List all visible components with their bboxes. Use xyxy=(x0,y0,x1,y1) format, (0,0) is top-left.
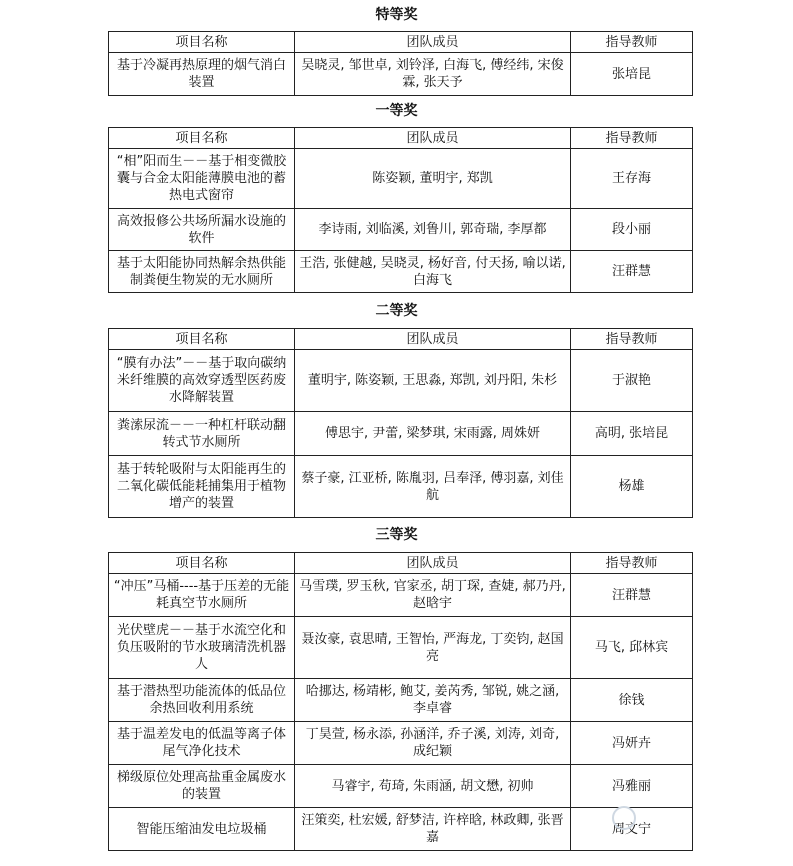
section-title-third: 三等奖 xyxy=(375,527,418,543)
advisor-cell: 汪群慧 xyxy=(571,251,693,293)
header-project: 项目名称 xyxy=(109,329,295,350)
award-table-first xyxy=(108,127,693,293)
table-row xyxy=(109,53,693,96)
table-row xyxy=(109,251,693,293)
members-cell: 马睿宇, 苟琦, 朱雨涵, 胡文懋, 初帅 xyxy=(295,765,571,808)
project-cell: 粪溹尿流－－一种杠杆联动翻转式节水厕所 xyxy=(109,412,295,456)
members-cell: 汪策奕, 杜宏媛, 舒梦洁, 许梓晗, 林政卿, 张晋嘉 xyxy=(295,808,571,851)
members-cell: 陈姿颖, 董明宇, 郑凯 xyxy=(295,149,571,209)
header-project: 项目名称 xyxy=(109,32,295,53)
table-row xyxy=(109,617,693,679)
table-header-row xyxy=(109,329,693,350)
table-row xyxy=(109,722,693,765)
header-advisor: 指导教师 xyxy=(571,553,693,574)
header-members: 团队成员 xyxy=(295,553,571,574)
project-cell: 梯级原位处理高盐重金属废水的装置 xyxy=(109,765,295,808)
advisor-cell: 于淑艳 xyxy=(571,350,693,412)
advisor-cell: 周文宁 xyxy=(571,808,693,851)
table-row xyxy=(109,679,693,722)
project-cell: 高效报修公共场所漏水设施的软件 xyxy=(109,209,295,251)
project-cell: 基于太阳能协同热解余热供能制粪便生物炭的无水厕所 xyxy=(109,251,295,293)
table-row xyxy=(109,412,693,456)
table-header-row xyxy=(109,553,693,574)
project-cell: 基于冷凝再热原理的烟气消白装置 xyxy=(109,53,295,96)
project-cell: 基于潜热型功能流体的低品位余热回收利用系统 xyxy=(109,679,295,722)
header-project: 项目名称 xyxy=(109,128,295,149)
advisor-cell: 马飞, 邱林宾 xyxy=(571,617,693,679)
award-table-third xyxy=(108,552,693,851)
header-project: 项目名称 xyxy=(109,553,295,574)
advisor-cell: 段小丽 xyxy=(571,209,693,251)
members-cell: 马雪璞, 罗玉秋, 官家丞, 胡丁琛, 查婕, 郝乃丹, 赵晗宇 xyxy=(295,574,571,617)
project-cell: 基于温差发电的低温等离子体尾气净化技术 xyxy=(109,722,295,765)
advisor-cell: 张培昆 xyxy=(571,53,693,96)
project-cell: “冲压”马桶----基于压差的无能耗真空节水厕所 xyxy=(109,574,295,617)
advisor-cell: 冯雅丽 xyxy=(571,765,693,808)
members-cell: 吴晓灵, 邹世卓, 刘铃泽, 白海飞, 傅经纬, 宋俊霖, 张天予 xyxy=(295,53,571,96)
watermark-logo-icon xyxy=(612,806,636,830)
header-advisor: 指导教师 xyxy=(571,329,693,350)
table-header-row xyxy=(109,32,693,53)
table-row xyxy=(109,574,693,617)
award-table-second xyxy=(108,328,693,518)
section-title-special: 特等奖 xyxy=(375,7,418,23)
table-row xyxy=(109,456,693,518)
advisor-cell: 冯妍卉 xyxy=(571,722,693,765)
members-cell: 傅思宇, 尹蕾, 梁梦琪, 宋雨露, 周姝妍 xyxy=(295,412,571,456)
table-row xyxy=(109,765,693,808)
header-members: 团队成员 xyxy=(295,128,571,149)
members-cell: 哈挪达, 杨靖彬, 鲍艾, 姜芮秀, 邹锐, 姚之涵, 李卓睿 xyxy=(295,679,571,722)
advisor-cell: 杨雄 xyxy=(571,456,693,518)
advisor-cell: 汪群慧 xyxy=(571,574,693,617)
members-cell: 李诗雨, 刘临溪, 刘鲁川, 郭奇瑞, 李厚都 xyxy=(295,209,571,251)
award-table-special xyxy=(108,31,693,96)
header-advisor: 指导教师 xyxy=(571,128,693,149)
project-cell: 光伏壁虎－－基于水流空化和负压吸附的节水玻璃清洗机器人 xyxy=(109,617,295,679)
table-row xyxy=(109,808,693,851)
members-cell: 聂汝豪, 袁思晴, 王智怡, 严海龙, 丁奕钧, 赵国亮 xyxy=(295,617,571,679)
advisor-cell: 王存海 xyxy=(571,149,693,209)
project-cell: “相”阳而生－－基于相变微胶囊与合金太阳能薄膜电池的蓄热电式窗帘 xyxy=(109,149,295,209)
members-cell: 丁昊萱, 杨永添, 孙涵洋, 乔子溪, 刘涛, 刘奇, 成纪颖 xyxy=(295,722,571,765)
table-row xyxy=(109,350,693,412)
members-cell: 蔡子豪, 江亚桥, 陈胤羽, 吕奉泽, 傅羽嘉, 刘佳航 xyxy=(295,456,571,518)
members-cell: 董明宇, 陈姿颖, 王思淼, 郑凯, 刘丹阳, 朱杉 xyxy=(295,350,571,412)
header-members: 团队成员 xyxy=(295,329,571,350)
advisor-cell: 高明, 张培昆 xyxy=(571,412,693,456)
table-row xyxy=(109,149,693,209)
table-header-row xyxy=(109,128,693,149)
table-row xyxy=(109,209,693,251)
advisor-cell: 徐钱 xyxy=(571,679,693,722)
header-advisor: 指导教师 xyxy=(571,32,693,53)
project-cell: 智能压缩油发电垃圾桶 xyxy=(109,808,295,851)
project-cell: 基于转轮吸附与太阳能再生的二氧化碳低能耗捕集用于植物增产的装置 xyxy=(109,456,295,518)
section-title-first: 一等奖 xyxy=(375,103,418,119)
project-cell: “膜有办法”－－基于取向碳纳米纤维膜的高效穿透型医药废水降解装置 xyxy=(109,350,295,412)
section-title-second: 二等奖 xyxy=(375,303,418,319)
header-members: 团队成员 xyxy=(295,32,571,53)
members-cell: 王浩, 张健越, 吴晓灵, 杨好音, 付天扬, 喻以诺, 白海飞 xyxy=(295,251,571,293)
